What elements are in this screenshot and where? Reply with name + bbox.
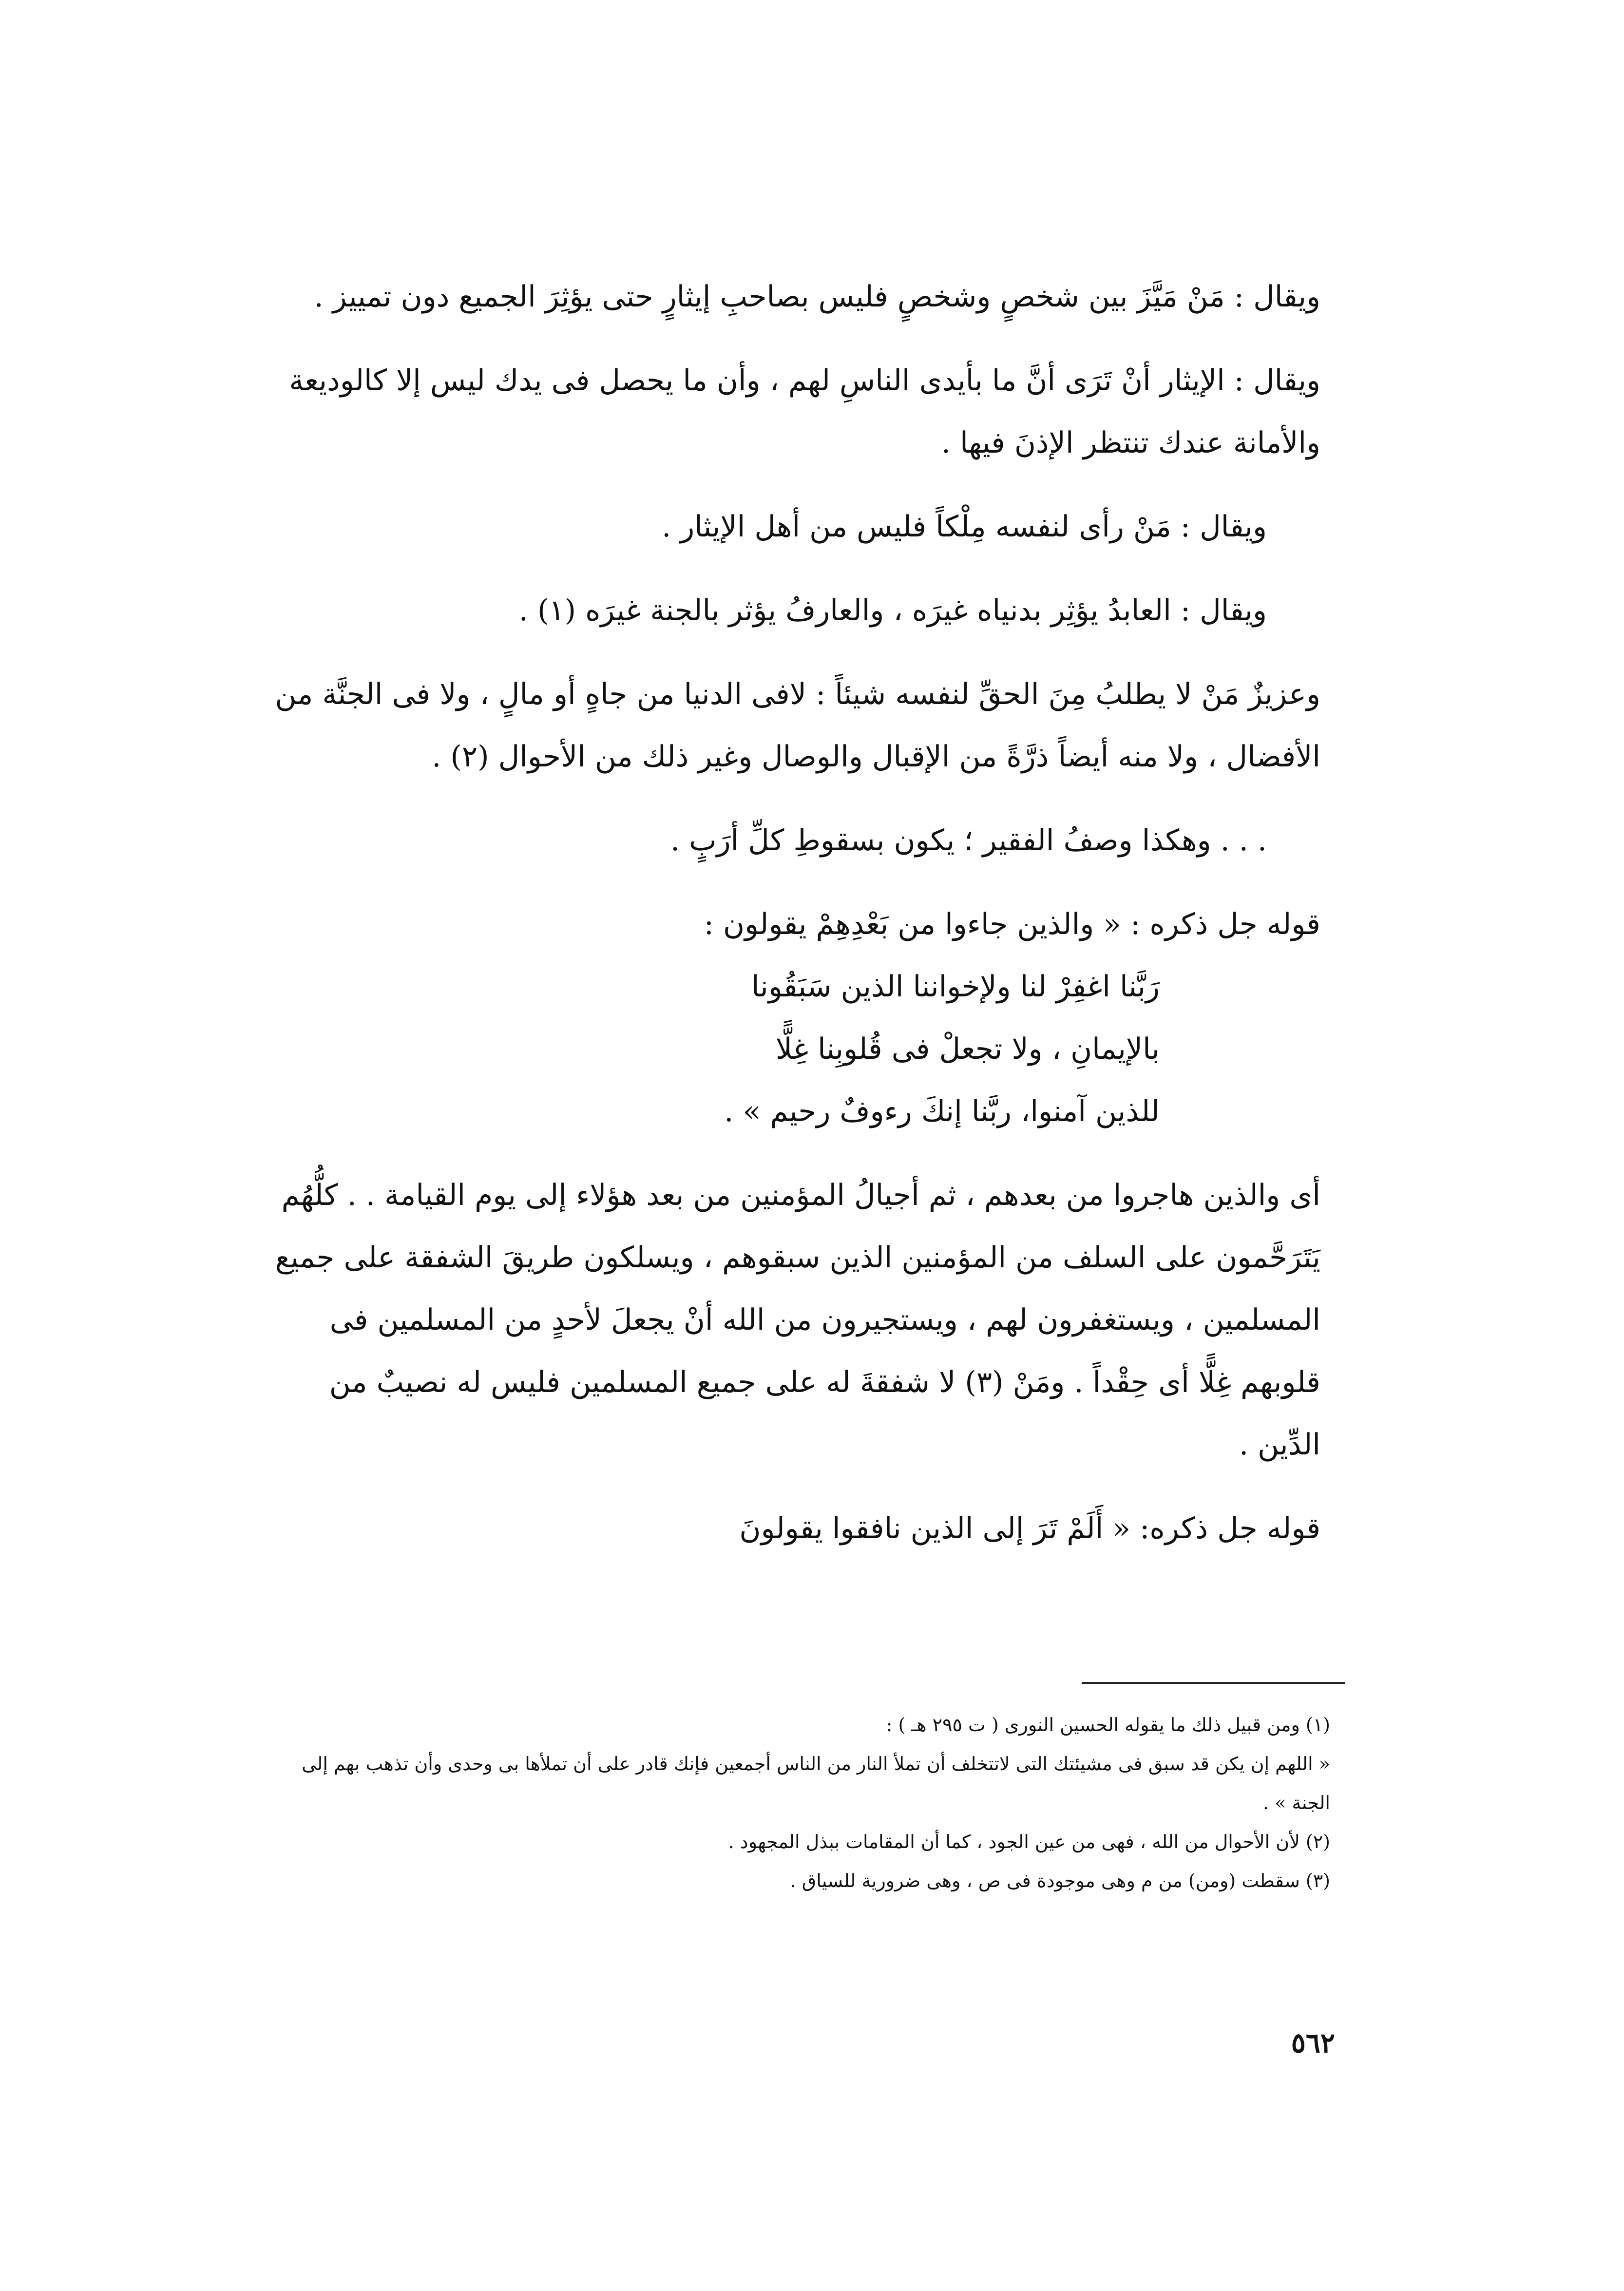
footnote-2: (٢) لأن الأحوال من الله ، فهى من عين الجود ، كما أن المقامات ببذل المجهود . — [728, 1831, 1330, 1852]
footnote-divider — [1082, 1682, 1345, 1684]
paragraph-3: ويقال : مَنْ رأى لنفسه مِلْكاً فليس من أهل الإيثار . — [662, 510, 1267, 544]
verse-intro: قوله جل ذكره : « والذين جاءوا من بَعْدِهِمْ يقولون : — [704, 907, 1320, 941]
main-text — [263, 266, 1320, 1581]
closing-verse-intro: قوله جل ذكره: « أَلَمْ تَرَ إلى الذين نافقوا يقولونَ — [739, 1511, 1320, 1546]
paragraph-1: ويقال : مَنْ مَيَّزَ بين شخصٍ وشخصٍ فليس بصاحبِ إيثارٍ حتى يؤثِرَ الجميع دون تمييز . — [314, 280, 1320, 314]
paragraph-5: وعزيزٌ مَنْ لا يطلبُ مِنَ الحقِّ لنفسه شيئاً : لافى الدنيا من جاهٍ أو مالٍ ، ولا فى الجنَّة من الأفضال ، ولا منه أيضاً ذرَّةً من الإقبال والوصال وغير ذلك من الأحوال (٢) . — [275, 677, 1320, 774]
paragraph-4: ويقال : العابدُ يؤثِر بدنياه غيرَه ، والعارفُ يؤثر بالجنة غيرَه (١) . — [518, 593, 1267, 628]
verse-line-3: للذين آمنوا، ربَّنا إنكَ رءوفٌ رحيم » . — [724, 1094, 1160, 1128]
verse-line-1: رَبَّنا اغفِرْ لنا ولإخواننا الذين سَبَقُونا — [751, 970, 1160, 1004]
verse-line-2: بالإيمانِ ، ولا تجعلْ فى قُلوبِنا غِلًّا — [775, 1032, 1160, 1066]
verse-block — [263, 893, 1320, 1143]
footnotes-section — [273, 1705, 1330, 1900]
footnote-1-quote: « اللهم إن يكن قد سبق فى مشيئتك التى لاتتخلف أن تملأ النار من الناس أجمعين فإنك قادر على أن تملأها بى وحدى وأن تذهب بهم إلى الجنة » . — [302, 1753, 1330, 1814]
footnote-1: (١) ومن قبيل ذلك ما يقوله الحسين النورى ( ت ٢٩٥ هـ ) : — [886, 1714, 1330, 1736]
footnote-3: (٣) سقطت (ومن) من م وهى موجودة فى ص ، وهى ضرورية للسياق . — [790, 1870, 1330, 1891]
commentary-paragraph: أى والذين هاجروا من بعدهم ، ثم أجيالُ المؤمنين من بعد هؤلاء إلى يوم القيامة . . كلُّهُم يَتَرَحَّمون على السلف من المؤمنين الذين سبقوهم ، ويسلكون طريقَ الشفقة على جميع المسلمين ، ويستغفرون لهم ، ويستجيرون من الله أنْ يجعلَ لأحدٍ من المسلمين فى قلوبهم غِلًّا أى حِقْداً . ومَنْ (٣) لا شفقةَ له على جميع المسلمين فليس له نصيبٌ من الدِّين . — [275, 1178, 1320, 1462]
paragraph-2: ويقال : الإيثار أنْ تَرَى أنَّ ما بأيدى الناسِ لهم ، وأن ما يحصل فى يدك ليس إلا كالوديعة والأمانة عندك تنتظر الإذنَ فيها . — [289, 363, 1320, 460]
page-number: ٥٦٢ — [1291, 2027, 1335, 2059]
paragraph-6: . . . وهكذا وصفُ الفقير ؛ يكون بسقوطِ كلِّ أرَبٍ . — [670, 823, 1267, 858]
